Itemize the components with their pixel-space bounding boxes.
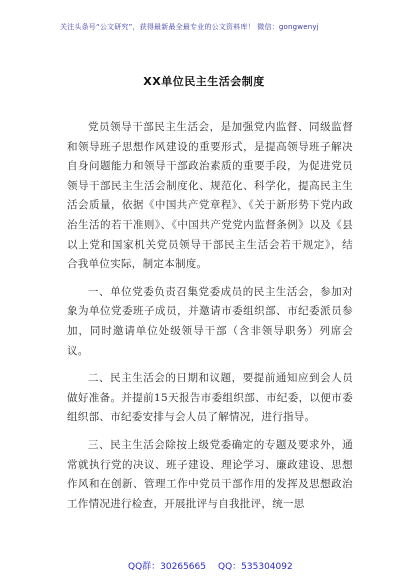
footer <box>0 559 408 573</box>
footer-qq-contact: QQ：535304092 <box>218 562 293 572</box>
paragraph-3: 三、民主生活会除按上级党委确定的专题及要求外，通常就执行党的决议、班子建设、理论学习、廉政建设、思想作风和在创新、管理工作中党员干部作用的发挥及思想政治工作情况进行检查，开展批评与自我批评，统一思 <box>67 438 353 510</box>
paragraph-2: 二、民主生活会的日期和议题，要提前通知应到会人员做好准备。并提前15天报告市委组织部、市纪委，以便市委组织部、市纪委安排与会人员了解情况，进行指导。 <box>67 372 353 424</box>
document-body <box>67 118 353 522</box>
page-title: XX单位民主生活会制度 <box>143 75 265 88</box>
paragraph-1: 一、单位党委负责召集党委成员的民主生活会，参加对象为单位党委班子成员，并邀请市委组织部、市纪委派员参加，同时邀请单位处级领导干部（含非领导职务）列席会议。 <box>67 285 353 357</box>
header-promo-text: 关注头条号“公文研究”，获得最新最全最专业的公文资料库！ 微信：gongwenyj <box>60 23 319 31</box>
footer-qq-group: QQ群：30265665 <box>128 562 206 572</box>
paragraph-intro: 党员领导干部民主生活会，是加强党内监督、同级监督和领导班子思想作风建设的重要形式，是提高领导班子解决自身问题能力和领导干部政治素质的重要手段，为促进党员领导干部民主生活会制度化、规范化、科学化，提高民主生活会质量，依据《中国共产党章程》、《关于新形势下党内政治生活的若干准则》、《中国共产党党内监督条例》以及《县以上党和国家机关党员领导干部民主生活会若干规定》，结合我单位实际，制定本制度。 <box>67 121 353 271</box>
